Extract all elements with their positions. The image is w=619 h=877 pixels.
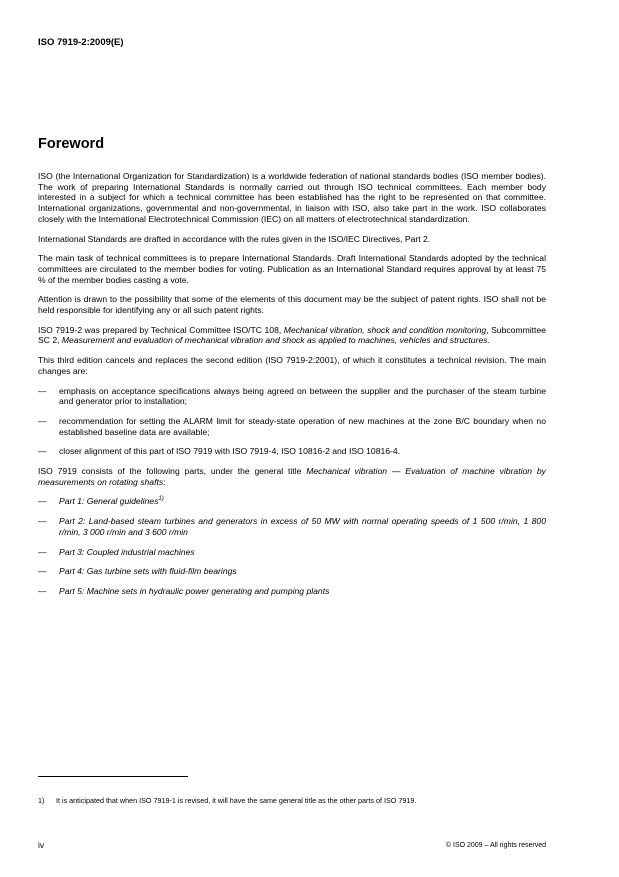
foreword-body	[38, 171, 546, 606]
paragraph-patent-rights: Attention is drawn to the possibility that some of the elements of this document may be the subject of patent rights. ISO shall not be held responsible for identifying any or all such patent rights.	[38, 294, 546, 316]
part-item-text: Part 3: Coupled industrial machines	[59, 546, 195, 557]
part-item-text: Part 4: Gas turbine sets with fluid-film bearings	[59, 566, 237, 577]
list-item	[38, 547, 546, 558]
list-item	[38, 386, 546, 407]
footnote-separator	[38, 776, 188, 777]
list-item	[38, 516, 546, 537]
paragraph-prepared-by	[38, 325, 546, 346]
list-item	[38, 566, 546, 577]
list-item	[38, 496, 546, 507]
general-title: Mechanical vibration — Evaluation of machine vibration by measurements on rotating shafts	[38, 466, 546, 487]
paragraph-directives: International Standards are drafted in accordance with the rules given in the ISO/IEC Directives, Part 2.	[38, 233, 431, 244]
subcommittee-title: Measurement and evaluation of mechanical vibration and shock as applied to machines, vehicles and structures	[61, 335, 488, 346]
page-number: iv	[38, 840, 45, 850]
paragraph-edition: This third edition cancels and replaces the second edition (ISO 7919-2:2001), of which it constitutes a technical revision. The main changes are:	[38, 355, 546, 376]
list-item	[38, 416, 546, 437]
dash-marker: —	[38, 415, 47, 426]
paragraph-technical-committees: The main task of technical committees is to prepare International Standards. Draft International Standards adopted by the technical committees are circulated to the member bodies for voting. Publication as an International Standard requires approval by at least 75 % of the member bodies casting a vote.	[38, 253, 546, 285]
part-1-title: Part 1: General guidelines	[59, 496, 159, 507]
list-item	[38, 446, 546, 457]
list-item	[38, 586, 546, 597]
parts-intro-end: :	[163, 476, 166, 487]
prepared-by-end: .	[487, 335, 490, 346]
part-item-text: Part 5: Machine sets in hydraulic power generating and pumping plants	[59, 585, 330, 596]
committee-title: Mechanical vibration, shock and condition monitoring	[283, 324, 487, 335]
part-item-text	[59, 496, 546, 507]
dash-marker: —	[38, 566, 47, 577]
change-item-text: recommendation for setting the ALARM limit for steady-state operation of new machines at the zone B/C boundary when no established baseline data are available;	[59, 415, 546, 437]
copyright-notice: © ISO 2009 – All rights reserved	[445, 842, 546, 849]
change-item-text: closer alignment of this part of ISO 7919 with ISO 7919-4, ISO 10816-2 and ISO 10816-4.	[59, 446, 401, 457]
footnote-text: It is anticipated that when ISO 7919-1 is revised, it will have the same general title as the other parts of ISO 7919.	[56, 796, 417, 805]
dash-marker: —	[38, 446, 47, 457]
paragraph-parts	[38, 466, 546, 487]
subcommittee-text: , Subcommittee SC 2,	[38, 324, 546, 346]
prepared-by-text: ISO 7919-2 was prepared by Technical Committee ISO/TC 108,	[38, 324, 284, 335]
dash-marker: —	[38, 385, 47, 396]
dash-marker: —	[38, 585, 47, 596]
page-title: Foreword	[38, 136, 105, 152]
document-id-header: ISO 7919-2:2009(E)	[38, 37, 124, 48]
part-item-text: Part 2: Land-based steam turbines and generators in excess of 50 MW with normal operating speeds of 1 500 r/min, 1 800 r/min, 3 000 r/min and 3 600 r/min	[59, 516, 546, 537]
dash-marker: —	[38, 516, 47, 527]
change-item-text: emphasis on acceptance specifications always being agreed on between the supplier and the purchaser of the steam turbine and generator prior to installation;	[59, 385, 546, 407]
footnote-reference: 1)	[158, 496, 164, 503]
parts-intro-text: ISO 7919 consists of the following parts, under the general title	[38, 466, 307, 477]
dash-marker: —	[38, 496, 47, 507]
paragraph-iso-intro: ISO (the International Organization for Standardization) is a worldwide federation of national standards bodies (ISO member bodies). The work of preparing International Standards is normally carried out through ISO technical committees. Each member body interested in a subject for which a technical committee has been established has the right to be represented on that committee. International organizations, governmental and non-governmental, in liaison with ISO, also take part in the work. ISO collaborates closely with the International Electrotechnical Commission (IEC) on all matters of electrotechnical standardization.	[38, 171, 546, 224]
footnote	[38, 796, 416, 805]
footnote-number: 1)	[38, 796, 45, 805]
dash-marker: —	[38, 546, 47, 557]
